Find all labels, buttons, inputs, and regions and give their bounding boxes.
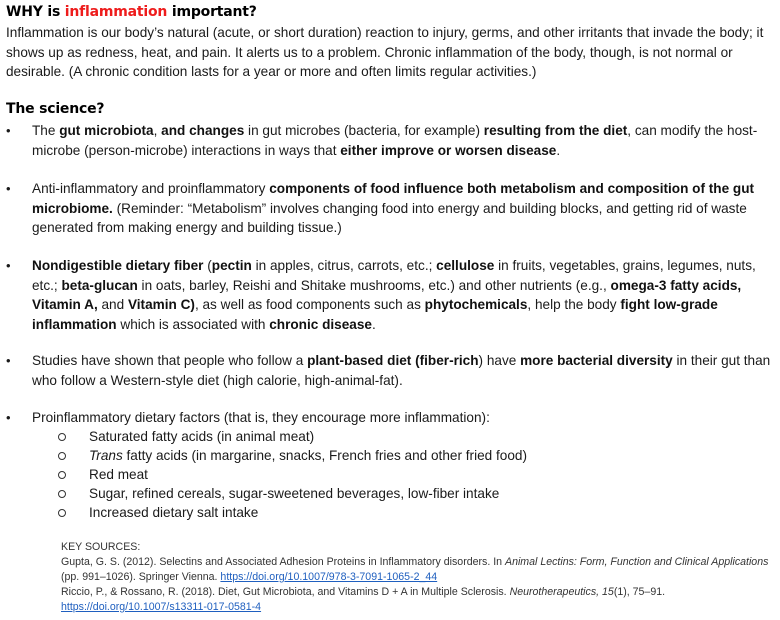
key-sources xyxy=(61,540,773,615)
reference-1-link[interactable]: https://doi.org/10.1007/978-3-7091-1065-2_44 xyxy=(220,571,438,583)
bullet-icon: • xyxy=(6,123,11,138)
reference-2: Riccio, P., & Rossano, R. (2018). Diet, Gut Microbiota, and Vitamins D + A in Multiple Sclerosis. Neurotherapeutics, 15(1), 75–91. https://doi.org/10.1007/s13311-017-0581-4 xyxy=(61,586,666,613)
circle-bullet-icon xyxy=(58,471,66,479)
circle-bullet-icon xyxy=(58,490,66,498)
science-heading: The science? xyxy=(6,101,105,117)
bullet-text: Anti-inflammatory and proinflammatory components of food influence both metabolism and composition of the gut microbiome. (Reminder: “Metabolism” involves changing food into energy and building blocks, and getting rid of waste generated from making energy and building tissue.) xyxy=(32,181,755,235)
sources-title: KEY SOURCES: xyxy=(61,541,141,553)
heading-text: important? xyxy=(167,4,257,20)
why-paragraph: Inflammation is our body’s natural (acute, or short duration) reaction to injury, germs, and other irritants that invade the body; it shows up as redness, heat, and pain. It alerts us to a problem. Chronic inflammation of the body, though, is not normal or desirable. (A chronic condition lasts for a year or more and often limits regular activities.) xyxy=(6,25,764,79)
bullet-text: Studies have shown that people who follow a plant-based diet (fiber-rich) have more bacterial diversity in their gut than who follow a Western-style diet (high calorie, high-animal-fat). xyxy=(32,353,771,388)
why-heading xyxy=(6,4,257,20)
heading-highlight: inflammation xyxy=(64,4,168,20)
bullet-icon: • xyxy=(6,258,11,273)
bullet-text: Proinflammatory dietary factors (that is, they encourage more inflammation): xyxy=(32,410,490,425)
reference-2-link[interactable]: https://doi.org/10.1007/s13311-017-0581-4 xyxy=(61,601,262,613)
reference-1: Gupta, G. S. (2012). Selectins and Associated Adhesion Proteins in Inflammatory disorders. In Animal Lectins: Form, Function and Clinical Applications (pp. 991–1026). Springer Vienna. https://doi.org/10.1007/978-3-7091-1065-2_44 xyxy=(61,556,769,583)
bullet-icon: • xyxy=(6,410,11,425)
bullet-text: The gut microbiota, and changes in gut microbes (bacteria, for example) resulting from the diet, can modify the host-microbe (person-microbe) interactions in ways that either improve or worsen disease. xyxy=(32,123,758,158)
bullet-icon: • xyxy=(6,181,11,196)
bullet-text: Nondigestible dietary fiber (pectin in apples, citrus, carrots, etc.; cellulose in fruits, vegetables, grains, legumes, nuts, etc.; beta-glucan in oats, barley, Reishi and Shitake mushrooms, etc.) and other nutrients (e.g., omega-3 fatty acids, Vitamin A, and Vitamin C), as well as food components such as phytochemicals, help the body fight low-grade inflammation which is associated with chronic disease. xyxy=(32,258,756,332)
document-page: WHY is inflammation important? Inflammation is our body’s natural (acute, or short duration) reaction to injury, germs, and other irritants that invade the body; it shows up as redness, heat, and pain. It alerts us to a problem. Chronic inflammation of the body, though, is not normal or desirable. (A chronic condition lasts for a year or more and often limits regular activities.) The science? • The gut microbiota, and changes in gut microbes (bacteria, for example) resulting from the diet, can modify the host-microbe (person-microbe) interactions in ways that either improve or worsen disease. • Anti-inflammatory and proinflammatory components of food influence both metabolism and composition of the gut microbiome. (Reminder: “Metabolism” involves changing food into energy and building blocks, and getting rid of waste generated from making energy and building tissue.) • Nondigestible dietary fiber (pectin in apples, citrus, carrots, etc.; cellulose in fruits, vegetables, grains, legumes, nuts, etc.; beta-glucan in oats, barley, Reishi and Shitake mushrooms, etc.) and other nutrients (e.g., omega-3 fatty acids, Vitamin A, and Vitamin C), as well as food components such as phytochemicals, help the body fight low-grade inflammation which is associated with chronic disease. • Studies have shown that people who follow a plant-based diet (fiber-rich) have more bacterial diversity in their gut than who follow a Western-style diet (high calorie, high-animal-fat). • Proinflammatory dietary factors (that is, they encourage more inflammation): Saturated fatty acids (in animal meat) Trans fatty acids (in margarine, snacks, French fries and other fried food) Red meat Sugar, refined cereals, sugar-sweetened beverages, low-fiber intake Increased dietary salt intake KEY SOURCES: Gupta, G. S. (2012). Selectins and Associated Adhesion Proteins in Inflammatory disorders. In Animal Lectins: Form, Function and Clinical Applications (pp. 991–1026). Springer Vienna. https://doi.org/10.1007/978-3-7091-1065-2_44 Riccio, P., & Rossano, R. (2018). Diet, Gut Microbiota, and Vitamins D + A in Multiple Sclerosis. Neurotherapeutics, 15(1), 75–91. https://doi.org/10.1007/s13311-017-0581-4 xyxy=(0,0,780,620)
circle-bullet-icon xyxy=(58,433,66,441)
circle-bullet-icon xyxy=(58,509,66,517)
heading-text: WHY is xyxy=(6,4,65,20)
circle-bullet-icon xyxy=(58,452,66,460)
bullet-icon: • xyxy=(6,353,11,368)
